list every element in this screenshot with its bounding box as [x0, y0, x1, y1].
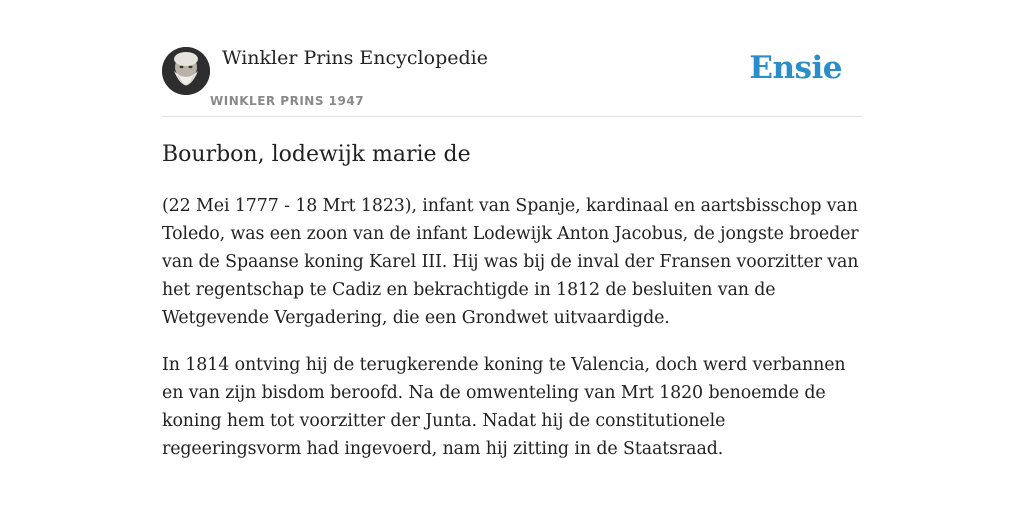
source-title[interactable]: Winkler Prins Encyclopedie — [222, 47, 488, 69]
page — [162, 0, 862, 512]
source-avatar[interactable] — [162, 47, 210, 95]
source-header — [162, 0, 862, 117]
article-title: Bourbon, lodewijk marie de — [162, 142, 471, 167]
article-body — [162, 192, 862, 482]
source-subtitle: WINKLER PRINS 1947 — [210, 94, 365, 108]
article-paragraph: (22 Mei 1777 - 18 Mrt 1823), infant van Spanje, kardinaal en aartsbisschop van Toledo, was een zoon van de infant Lodewijk Anton Jacobus, de jongste broeder van de Spaanse koning Karel III. Hij was bij de inval der Fransen voorzitter van het regentschap te Cadiz en bekrachtigde in 1812 de besluiten van de Wetgevende Vergadering, die een Grondwet uitvaardigde. — [162, 196, 859, 328]
article-paragraph: In 1814 ontving hij de terugkerende koning te Valencia, doch werd verbannen en van zijn bisdom beroofd. Na de omwenteling van Mrt 1820 benoemde de koning hem tot voorzitter der Junta. Nadat hij de constitutionele regeeringsvorm had ingevoerd, nam hij zitting in de Staatsraad. — [162, 355, 846, 459]
bearded-man-portrait-icon — [162, 47, 210, 95]
brand-logo[interactable]: Ensie — [749, 50, 842, 86]
